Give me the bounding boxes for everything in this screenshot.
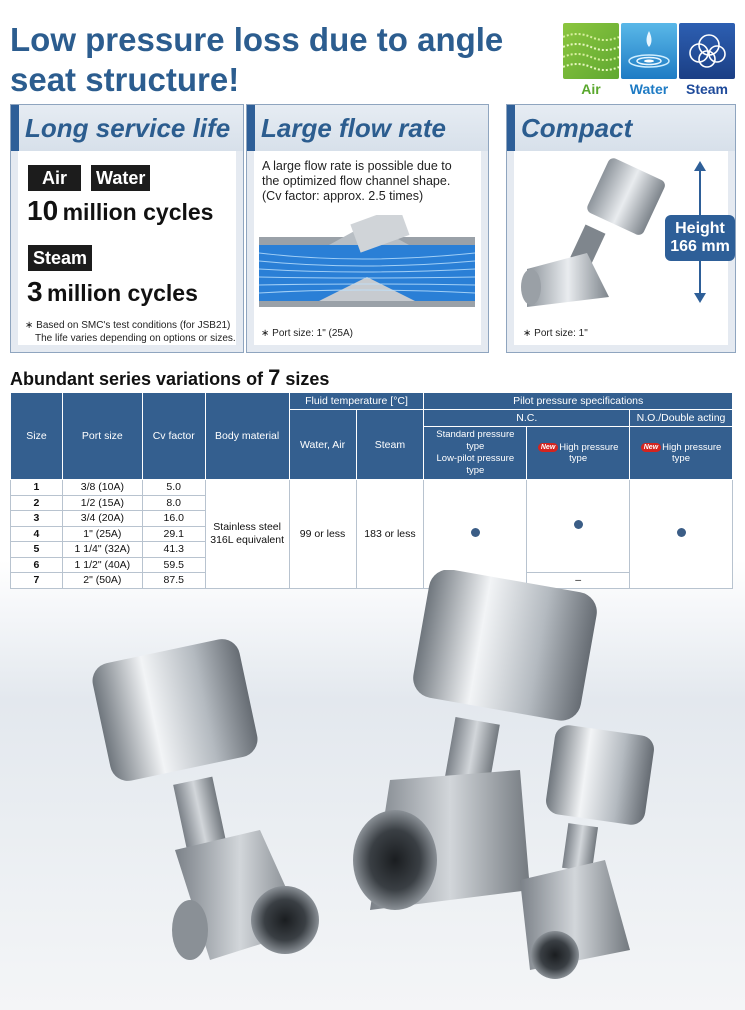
col-size: Size (11, 393, 63, 480)
card-service-life (10, 104, 244, 353)
temp-water-air-cell: 99 or less (289, 480, 356, 589)
card-title: Compact (521, 113, 633, 143)
service-life-note: ∗ Based on SMC's test conditions (for JSB21) The life varies depending on options or sizes. (25, 320, 236, 344)
tag-air: Air (28, 165, 81, 191)
table-row: 2 1/2 (15A) 8.0 (11, 495, 733, 511)
size7-high-pressure-cell: – (527, 573, 630, 589)
series-variation-table (10, 392, 733, 589)
height-badge: Height 166 mm (665, 215, 735, 261)
valve-right (520, 723, 656, 979)
card-title: Large flow rate (261, 113, 446, 143)
variations-heading: Abundant series variations of 7 sizes (10, 365, 330, 390)
col-cv: Cv factor (142, 393, 205, 480)
product-photo-valves (80, 570, 720, 1000)
table-row: 6 1 1/2" (40A) 59.5 (11, 557, 733, 573)
compact-port-note: ∗ Port size: 1" (523, 328, 588, 339)
media-label-water: Water (629, 81, 669, 97)
available-dot (574, 520, 583, 529)
card-compact (506, 104, 736, 353)
tag-steam: Steam (28, 245, 92, 271)
card-title: Long service life (25, 113, 231, 143)
available-dot (677, 528, 686, 537)
table-row: 5 1 1/4" (32A) 41.3 (11, 542, 733, 558)
water-drop-icon (621, 23, 677, 79)
col-nc: N.C. (424, 410, 630, 427)
flow-cross-section-image (259, 215, 475, 320)
compact-valve-image (517, 157, 667, 312)
table-row: 1 3/8 (10A) 5.0 Stainless steel 316L equivalent 99 or less 183 or less (11, 480, 733, 496)
col-fluid-temp: Fluid temperature [°C] (289, 393, 424, 410)
air-wave-icon (563, 23, 619, 79)
col-steam: Steam (356, 410, 424, 480)
col-standard-pressure: Standard pressure type Low-pilot pressure type (424, 427, 527, 480)
steam-cloud-icon (679, 23, 735, 79)
table-row: 3 3/4 (20A) 16.0 (11, 511, 733, 527)
flow-port-note: ∗ Port size: 1" (25A) (261, 328, 353, 339)
body-material-cell: Stainless steel 316L equivalent (205, 480, 289, 589)
cycles-air-water: 10 million cycles (27, 195, 214, 226)
col-water-air: Water, Air (289, 410, 356, 480)
table-row: 7 2" (50A) 87.5 – (11, 573, 733, 589)
new-badge: New (538, 443, 558, 452)
media-water (621, 23, 677, 97)
col-port-size: Port size (62, 393, 142, 480)
flow-description: A large flow rate is possible due to the optimized flow channel shape. (Cv factor: approx. 2.5 times) (262, 159, 452, 203)
new-badge: New (641, 443, 661, 452)
temp-steam-cell: 183 or less (356, 480, 424, 589)
high-pressure-nc-cell (527, 480, 630, 573)
cycles-steam: 3 million cycles (27, 276, 198, 307)
available-dot (471, 528, 480, 537)
col-body: Body material (205, 393, 289, 480)
col-high-pressure-nc: New High pressure type (527, 427, 630, 480)
media-label-air: Air (581, 81, 601, 97)
tag-water: Water (91, 165, 150, 191)
card-flow-rate (246, 104, 489, 353)
media-air (563, 23, 619, 97)
page-title: Low pressure loss due to angle seat structure! (10, 21, 504, 98)
col-no: N.O./Double acting (630, 410, 733, 427)
table-row: 4 1" (25A) 29.1 (11, 526, 733, 542)
valve-left (89, 636, 319, 960)
media-steam (679, 23, 735, 97)
media-label-steam: Steam (685, 81, 729, 97)
col-pilot: Pilot pressure specifications (424, 393, 733, 410)
col-high-pressure-no: New High pressure type (630, 427, 733, 480)
